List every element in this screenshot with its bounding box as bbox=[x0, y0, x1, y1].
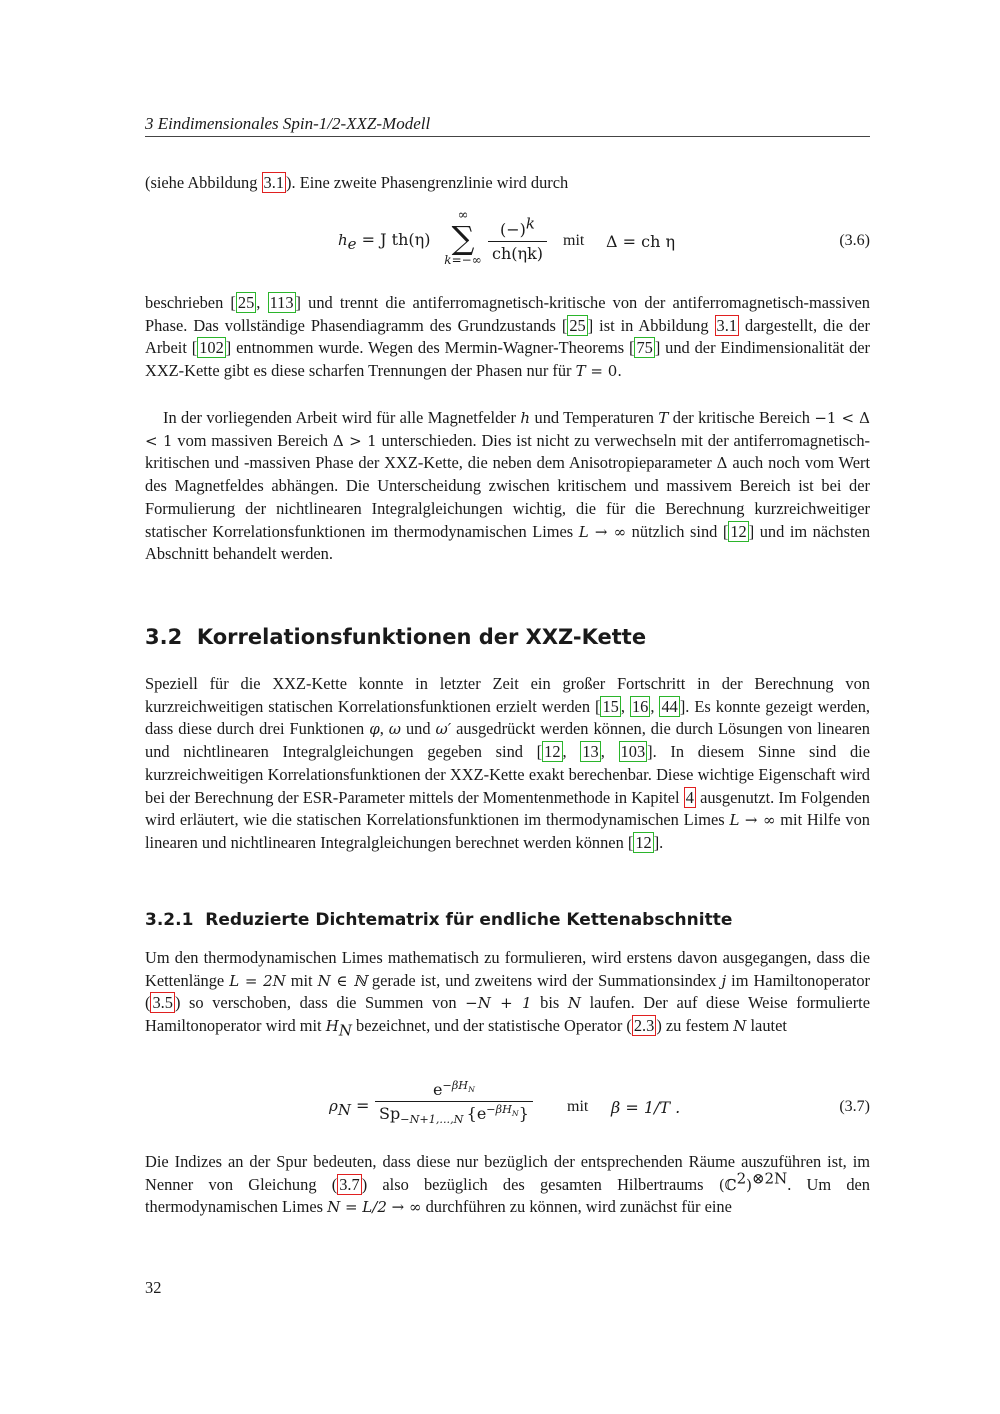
chapter-link[interactable]: 4 bbox=[685, 787, 694, 807]
citation-link[interactable]: 12 bbox=[544, 742, 561, 762]
citation-link[interactable]: 16 bbox=[631, 696, 649, 716]
paragraph-5: Um den thermodynamischen Limes mathematisch zu formulieren, wird erstens davon ausgegangen, dass die Kettenlänge L = 2N mit N ∈ ℕ gerade ist, und zweitens wird der Summationsindex j im Hamiltonoperator ( 3.5 ) so verschoben, dass die Summen von −N + 1 bis N laufen. Der auf diese Weise formulierte Hamiltonoperator wird mit $H_N$ bezeichnet, und der statistische Operator ( 2.3 ) zu festem N lautet bbox=[145, 948, 870, 1040]
equation-link[interactable]: 2.3 bbox=[633, 1016, 655, 1036]
paragraph-2: beschrieben [ 25 , 113 ] und trennt die antiferromagnetisch-kritische von der antiferromagnetisch-massiven Phase. Das vollständige Phasendiagramm des Grundzustands [ 25 ] ist in Abbildung 3.1 dargestellt, die der Arbeit [ 102 ] entnommen wurde. Wegen des Mermin-Wagner-Theorems [ 75 ] und der Eindimensionalität der XXZ-Kette gibt es diese scharfen Trennungen der Phasen nur für T = 0. bbox=[145, 293, 871, 381]
citation-link[interactable]: 15 bbox=[602, 696, 619, 716]
subsection-heading: 3.2.1 Reduzierte Dichtematrix für endliche Kettenabschnitte bbox=[145, 910, 733, 930]
page-number: 32 bbox=[145, 1278, 162, 1297]
section-heading: 3.2 Korrelationsfunktionen der XXZ-Kette bbox=[145, 625, 647, 649]
figure-link[interactable]: 3.1 bbox=[716, 315, 738, 335]
equation-number: (3.7) bbox=[839, 1098, 870, 1115]
paragraph-1: (siehe Abbildung 3.1 ). Eine zweite Phasengrenzlinie wird durch bbox=[145, 173, 569, 192]
equation-3-6: $h_e = J$ th(η) ∞ ∑ k=−∞ $\frac{(-)^k}{ch(\eta k)}$ mit Δ = ch η (3.6) bbox=[338, 208, 870, 267]
summation: ∞ ∑ k=−∞ bbox=[444, 208, 482, 267]
citation-link[interactable]: 113 bbox=[269, 293, 294, 312]
citation-link[interactable]: 44 bbox=[661, 696, 678, 716]
fraction: $e^{-\beta H_N}$ $Sp_{-N+1,...,N}$ $\{e^{-\beta H_N}\}$ bbox=[375, 1080, 533, 1123]
citation-link[interactable]: 25 bbox=[237, 293, 255, 312]
equation-3-7: $\rho_N$ = $e^{-\beta H_N}$ $Sp_{-N+1,...,N}$ $\{e^{-\beta H_N}\}$ mit β = 1/T . (3.7) bbox=[329, 1078, 870, 1127]
citation-link[interactable]: 103 bbox=[620, 742, 646, 762]
figure-link[interactable]: 3.1 bbox=[263, 173, 285, 192]
citation-link[interactable]: 12 bbox=[635, 832, 652, 852]
document-page bbox=[145, 0, 870, 1414]
equation-link[interactable]: 3.5 bbox=[152, 993, 173, 1013]
equation-number: (3.6) bbox=[839, 232, 870, 249]
paragraph-4: Speziell für die XXZ-Kette konnte in letzter Zeit ein großer Fortschritt in der Berechnung von kurzreichweitigen statischen Korrelationsfunktionen erzielt werden [ 15 , 16 , 44 ]. Es konnte gezeigt werden, dass diese durch drei Funktionen φ, ω und ω′ ausgedrückt werden können, die durch Lösungen von linearen und nichtlinearen Integralgleichungen gegeben sind [ 12 , 13 , 103 ]. In diesem Sinne sind die kurzreichweitigen Korrelationsfunktionen der XXZ-Kette exakt berechenbar. Diese wichtige Eigenschaft wird bei der Berechnung der ESR-Parameter mittels der Momentenmethode in Kapitel 4 ausgenutzt. Im Folgenden wird erläutert, wie die statischen Korrelationsfunktionen im thermodynamischen Limes L → ∞ mit Hilfe von linearen und nichtlinearen Integralgleichungen berechnet werden können [ 12 ]. bbox=[145, 674, 871, 852]
paragraph-3: In der vorliegenden Arbeit wird für alle Magnetfelder h und Temperaturen T der kritische Bereich −1 < Δ < 1 vom massiven Bereich Δ > 1 unterschieden. Dies ist nicht zu verwechseln mit der antiferromagnetisch-kritischen und -massiven Phase der XXZ-Kette, die neben dem Anisotropieparameter Δ auch noch vom Wert des Magnetfeldes abhängen. Die Unterscheidung zwischen kritischem und massivem Bereich ist bei der Formulierung der nichtlinearen Integralgleichungen wichtig, die für die Berechnung kurzreichweitiger statischer Korrelationsfunktionen im thermodynamischen Limes L → ∞ nützlich sind [ 12 ] und im nächsten Abschnitt behandelt werden. bbox=[145, 408, 871, 564]
equation-link[interactable]: 3.7 bbox=[339, 1174, 360, 1194]
citation-link[interactable]: 25 bbox=[569, 315, 586, 335]
citation-link[interactable]: 13 bbox=[582, 742, 599, 762]
citation-link[interactable]: 75 bbox=[636, 338, 653, 358]
fraction: $\frac{(-)^k}{ch(\eta k)}$ bbox=[488, 220, 547, 263]
citation-link[interactable]: 102 bbox=[199, 338, 224, 358]
running-head: 3 Eindimensionales Spin-1/2-XXZ-Modell bbox=[145, 114, 870, 137]
paragraph-6: Die Indizes an der Spur bedeuten, dass diese nur bezüglich der entsprechenden Räume auszuführen ist, im Nenner von Gleichung ( 3.7 ) also bezüglich des gesamten Hilbertraums (ℂ$^2$)$^{\otimes 2N}$. Um den thermodynamischen Limes N = L/2 → ∞ durchführen zu können, wird zunächst für eine bbox=[145, 1152, 871, 1217]
citation-link[interactable]: 12 bbox=[730, 521, 747, 541]
